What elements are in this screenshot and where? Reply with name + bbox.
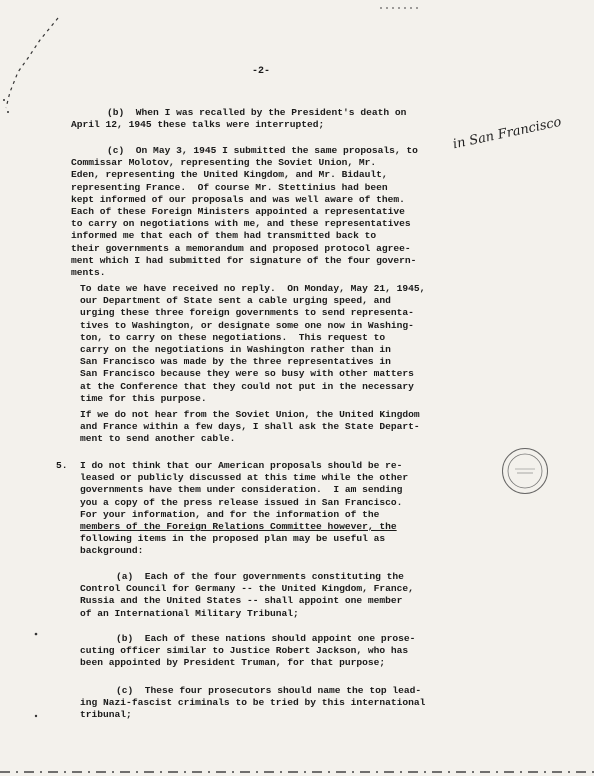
text-line: ment which I had submitted for signature of the four govern- [71,254,417,266]
page-number: -2- [252,66,271,77]
text-line: urging these three foreign governments to send representa- [80,307,414,319]
text-line: following items in the proposed plan may be useful as [80,533,386,545]
text-line: ton, to carry on these negotiations. This request to [80,331,386,343]
text-line: governments have them under consideration. I am sending [80,484,403,496]
text-line: (b) When I was recalled by the President's death on [107,107,407,118]
text-line: (a) Each of the four governments constituting the [116,571,404,582]
text-line: ment to send another cable. [80,433,236,445]
text-line: tives to Washington, or designate some one now in Washing- [80,319,414,331]
text-line: If we do not hear from the Soviet Union, the United Kingdom [80,409,420,420]
text-line: and France within a few days, I shall ask the State Depart- [80,421,420,433]
text-line: Eden, representing the United Kingdom, and Mr. Bidault, [71,169,388,181]
text-line: Russia and the United States -- shall appoint one member [80,595,403,607]
text-line: carry on the negotiations in Washington rather than in [80,344,391,355]
text-line: been appointed by President Truman, for that purpose; [80,657,386,669]
text-line: I do not think that our American proposals should be re- [80,460,403,471]
text-line: leased or publicly discussed at this time while the other [80,472,409,484]
stamp-seal-icon [505,451,545,491]
text-line: their governments a memorandum and proposed protocol agree- [71,242,411,254]
text-line: representing France. Of course Mr. Stettinius had been [71,181,388,193]
text-line: (c) These four prosecutors should name the top lead- [116,685,422,696]
text-line: you a copy of the press release issued in San Francisco. [80,496,403,508]
text-line: Each of these Foreign Ministers appointed a representative [71,206,405,217]
text-line: kept informed of our proposals and was well aware of them. [71,193,405,205]
text-line: background: [80,545,144,557]
text-line: to carry on negotiations with me, and these representatives [71,218,411,230]
text-line: ments. [71,267,106,278]
text-line: tribunal; [80,709,132,721]
text-line: time for this purpose. [80,392,207,404]
text-line: (c) On May 3, 1945 I submitted the same proposals, to [107,145,418,156]
item-number: 5. [56,460,68,471]
text-line: San Francisco was made by the three representatives in [80,356,391,368]
text-line: cuting officer similar to Justice Robert Jackson, who has [80,645,409,657]
text-line: Control Council for Germany -- the United Kingdom, France, [80,583,414,595]
archive-stamp [502,448,548,494]
text-line: our Department of State sent a cable urging speed, and [80,295,391,307]
text-line: of an International Military Tribunal; [80,607,299,619]
text-line: April 12, 1945 these talks were interrupted; [71,119,325,131]
text-line: at the Conference that they could not put in the necessary [80,380,414,392]
text-line: ing Nazi-fascist criminals to be tried by this international [80,697,426,709]
text-line: Commissar Molotov, representing the Soviet Union, Mr. [71,157,377,169]
text-line: informed me that each of them had transmitted back to [71,230,377,242]
handwritten-annotation: in San Francisco [451,114,563,153]
text-line: For your information, and for the information of the [80,508,380,520]
text-line: (b) Each of these nations should appoint one prose- [116,633,416,644]
text-line: To date we have received no reply. On Monday, May 21, 1945, [80,283,426,294]
text-line: members of the Foreign Relations Committee however, the [80,521,397,532]
text-line: San Francisco because they were so busy with other matters [80,368,414,380]
